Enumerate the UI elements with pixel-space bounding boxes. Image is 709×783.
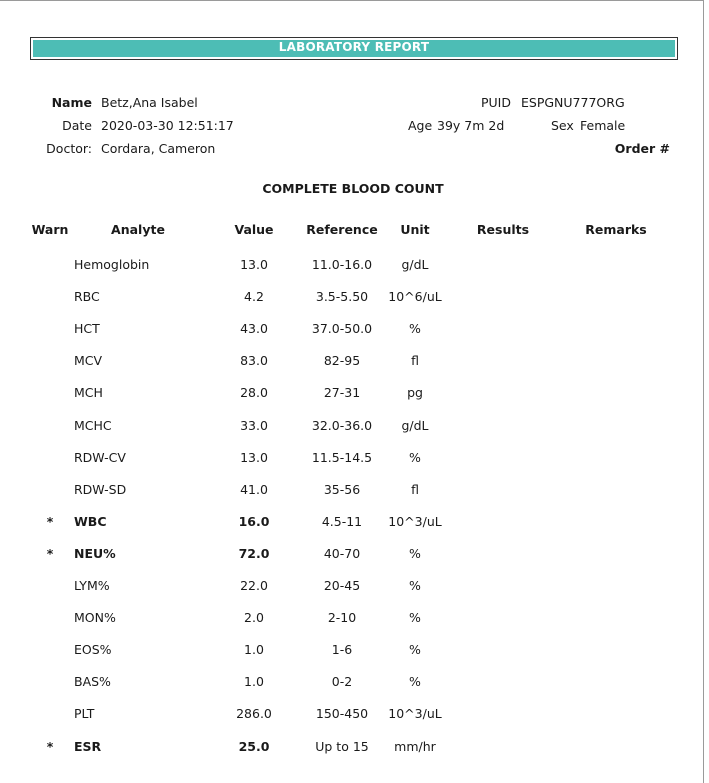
header-analyte: Analyte <box>111 222 165 237</box>
date-value: 2020-03-30 12:51:17 <box>101 118 234 133</box>
cell-analyte: ESR <box>74 739 102 754</box>
cell-value: 43.0 <box>240 321 268 336</box>
cell-analyte: MCHC <box>74 418 112 433</box>
cell-analyte: MCH <box>74 385 103 400</box>
cell-unit: g/dL <box>401 418 429 433</box>
cell-analyte: PLT <box>74 706 95 721</box>
cell-reference: 0-2 <box>331 674 353 689</box>
cell-unit: % <box>409 642 421 657</box>
name-label: Name <box>51 95 92 110</box>
table-row <box>0 257 704 277</box>
cell-analyte: NEU% <box>74 546 116 561</box>
cell-analyte: RBC <box>74 289 100 304</box>
cell-reference: 37.0-50.0 <box>311 321 373 336</box>
header-warn: Warn <box>31 222 69 237</box>
sex-value: Female <box>580 118 626 133</box>
table-row <box>0 642 704 662</box>
cell-unit: pg <box>407 385 423 400</box>
sex-label: Sex <box>551 118 574 133</box>
header-value: Value <box>234 222 274 237</box>
header-reference: Reference <box>306 222 378 237</box>
cell-value: 33.0 <box>240 418 268 433</box>
name-value: Betz,Ana Isabel <box>101 95 198 110</box>
cell-unit: 10^6/uL <box>388 289 442 304</box>
cell-warn: * <box>46 546 54 561</box>
order-label: Order # <box>614 141 670 156</box>
cell-unit: mm/hr <box>394 739 436 754</box>
cell-reference: 40-70 <box>323 546 361 561</box>
cell-reference: Up to 15 <box>315 739 369 754</box>
doctor-value: Cordara, Cameron <box>101 141 216 156</box>
cell-analyte: Hemoglobin <box>74 257 150 272</box>
section-title: COMPLETE BLOOD COUNT <box>262 181 444 196</box>
cell-reference: 3.5-5.50 <box>315 289 369 304</box>
cell-value: 16.0 <box>238 514 270 529</box>
cell-value: 13.0 <box>240 450 268 465</box>
cell-analyte: WBC <box>74 514 107 529</box>
table-row <box>0 450 704 470</box>
cell-reference: 11.5-14.5 <box>311 450 373 465</box>
cell-analyte: RDW-CV <box>74 450 126 465</box>
cell-unit: % <box>409 578 421 593</box>
cell-reference: 4.5-11 <box>321 514 363 529</box>
table-row <box>0 289 704 309</box>
table-row <box>0 353 704 373</box>
cell-value: 286.0 <box>236 706 272 721</box>
table-row <box>0 739 704 759</box>
cell-value: 28.0 <box>240 385 268 400</box>
cell-unit: fl <box>411 482 419 497</box>
table-row <box>0 482 704 502</box>
table-row <box>0 418 704 438</box>
table-row <box>0 578 704 598</box>
cell-reference: 150-450 <box>315 706 369 721</box>
cell-analyte: BAS% <box>74 674 111 689</box>
cell-warn: * <box>46 514 54 529</box>
cell-value: 13.0 <box>240 257 268 272</box>
cell-analyte: MCV <box>74 353 103 368</box>
cell-unit: 10^3/uL <box>388 706 442 721</box>
cell-unit: % <box>409 321 421 336</box>
doctor-label: Doctor: <box>46 141 92 156</box>
cell-value: 25.0 <box>238 739 270 754</box>
report-banner-frame <box>30 37 678 60</box>
cell-reference: 2-10 <box>327 610 357 625</box>
cell-unit: % <box>409 674 421 689</box>
cell-unit: 10^3/uL <box>388 514 442 529</box>
cell-value: 83.0 <box>240 353 268 368</box>
cell-value: 4.2 <box>244 289 264 304</box>
age-value: 39y 7m 2d <box>437 118 505 133</box>
report-title: LABORATORY REPORT <box>33 40 675 57</box>
cell-unit: % <box>409 610 421 625</box>
table-row <box>0 546 704 566</box>
cell-unit: g/dL <box>401 257 429 272</box>
table-row <box>0 321 704 341</box>
cell-analyte: MON% <box>74 610 116 625</box>
cell-value: 41.0 <box>240 482 268 497</box>
cell-reference: 82-95 <box>323 353 361 368</box>
header-remarks: Remarks <box>585 222 647 237</box>
table-row <box>0 385 704 405</box>
cell-unit: % <box>409 450 421 465</box>
table-row <box>0 610 704 630</box>
cell-analyte: HCT <box>74 321 100 336</box>
table-row <box>0 514 704 534</box>
cell-unit: % <box>409 546 421 561</box>
cell-value: 2.0 <box>244 610 264 625</box>
cell-analyte: RDW-SD <box>74 482 127 497</box>
cell-reference: 11.0-16.0 <box>311 257 373 272</box>
cell-analyte: LYM% <box>74 578 110 593</box>
date-label: Date <box>62 118 92 133</box>
puid-value: ESPGNU777ORG <box>521 95 625 110</box>
cell-reference: 32.0-36.0 <box>311 418 373 433</box>
header-results: Results <box>476 222 530 237</box>
table-row <box>0 674 704 694</box>
puid-label: PUID <box>481 95 511 110</box>
cell-reference: 27-31 <box>323 385 361 400</box>
cell-value: 1.0 <box>244 642 264 657</box>
cell-reference: 20-45 <box>323 578 361 593</box>
cell-warn: * <box>46 739 54 754</box>
age-label: Age <box>408 118 433 133</box>
table-row <box>0 706 704 726</box>
header-unit: Unit <box>400 222 430 237</box>
cell-unit: fl <box>411 353 419 368</box>
cell-analyte: EOS% <box>74 642 112 657</box>
cell-value: 22.0 <box>240 578 268 593</box>
cell-reference: 35-56 <box>323 482 361 497</box>
cell-value: 72.0 <box>238 546 270 561</box>
cell-reference: 1-6 <box>331 642 353 657</box>
cell-value: 1.0 <box>244 674 264 689</box>
